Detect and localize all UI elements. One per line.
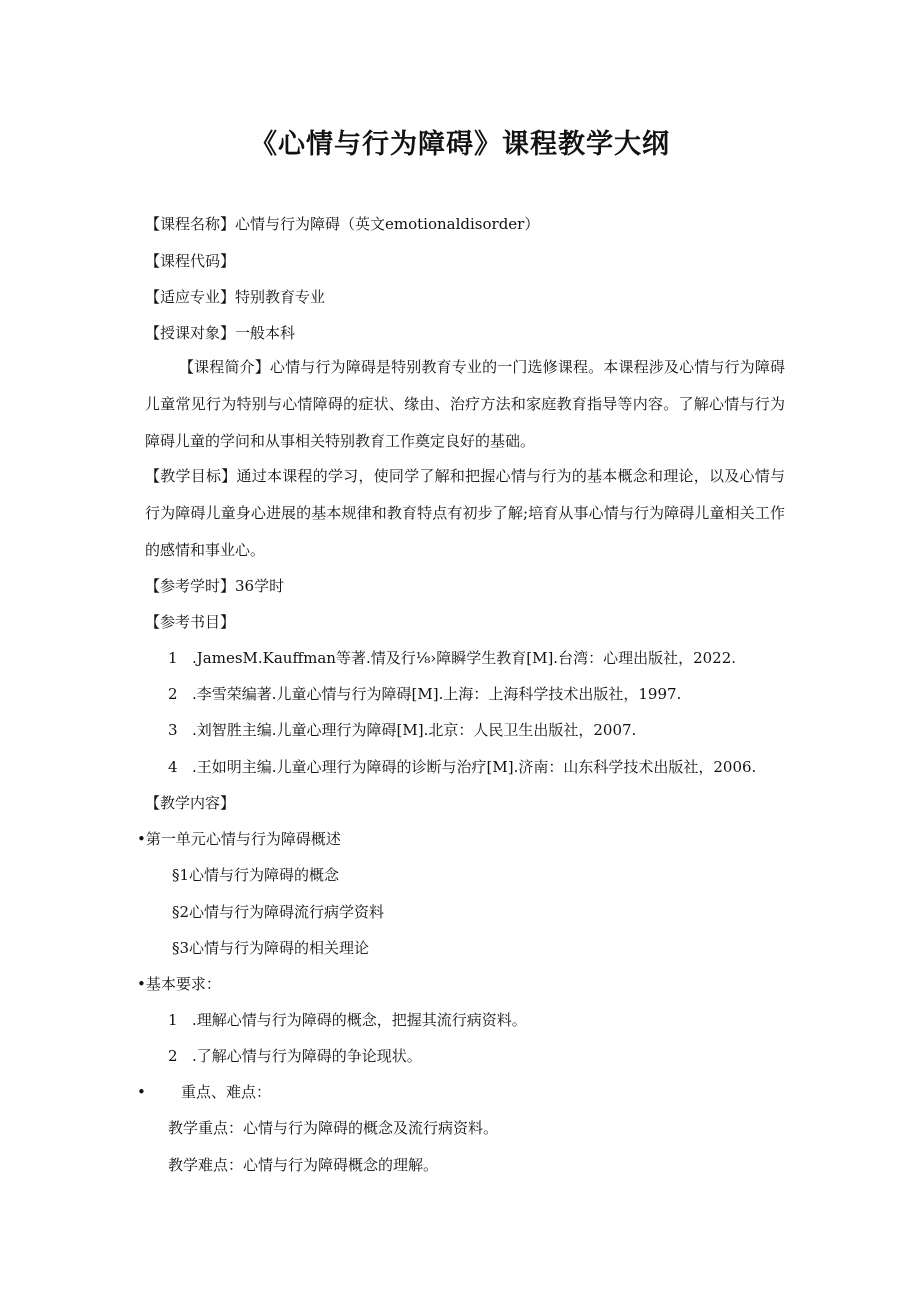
document-title: 《心情与行为障碍》课程教学大纲: [250, 129, 670, 160]
reference-books-heading: 【参考书目】: [145, 613, 236, 631]
list-number: 3: [168, 721, 178, 739]
reference-hours: 【参考学时】36学时: [145, 577, 285, 595]
course-name: 【课程名称】心情与行为障碍（英文emotionaldisorder）: [145, 215, 540, 233]
reference-book-item: [168, 683, 681, 705]
requirements-heading: •基本要求：: [137, 975, 221, 993]
requirement-text: .了解心情与行为障碍的争论现状。: [192, 1047, 422, 1065]
teaching-content-heading: 【教学内容】: [145, 794, 236, 812]
unit-title: •第一单元心情与行为障碍概述: [137, 830, 341, 848]
section-item: §3心情与行为障碍的相关理论: [172, 939, 370, 957]
list-number: 2: [168, 685, 178, 703]
list-number: 2: [168, 1047, 178, 1065]
course-introduction: 【课程简介】心情与行为障碍是特别教育专业的一门选修课程。本课程涉及心情与行为障碍儿童常见行为特别与心情障碍的症状、缘由、治疗方法和家庭教育指导等内容。了解心情与行为障碍儿童的学问和从事相关特别教育工作奠定良好的基础。: [145, 358, 785, 450]
reference-book-item: [168, 647, 736, 669]
section-item: §1心情与行为障碍的概念: [172, 866, 340, 884]
teaching-audience: 【授课对象】一般本科: [145, 324, 296, 342]
book-text: .李雪荣编著.儿童心情与行为障碍[M].上海：上海科学技术出版社，1997.: [192, 685, 682, 703]
key-point: 教学重点：心情与行为障碍的概念及流行病资料。: [168, 1119, 499, 1137]
applicable-major: 【适应专业】特别教育专业: [145, 288, 326, 306]
difficult-point: 教学难点：心情与行为障碍概念的理解。: [168, 1156, 439, 1174]
keypoints-bullet: •: [137, 1083, 146, 1101]
book-text: .王如明主编.儿童心理行为障碍的诊断与治疗[M].济南：山东科学技术出版社，2006.: [192, 758, 757, 776]
book-text: .JamesM.Kauffman等著.情及行⅛›障瞬学生教育[M].台湾：心理出版社，2022.: [192, 649, 737, 667]
keypoints-heading: 重点、难点：: [181, 1083, 272, 1101]
section-item: §2心情与行为障碍流行病学资料: [172, 903, 385, 921]
teaching-goals: 【教学目标】通过本课程的学习，使同学了解和把握心情与行为的基本概念和理论，以及心情与行为障碍儿童身心进展的基本规律和教育特点有初步了解;培育从事心情与行为障碍儿童相关工作的感情和事业心。: [145, 467, 785, 559]
list-number: 1: [168, 649, 178, 667]
book-text: .刘智胜主编.儿童心理行为障碍[M].北京：人民卫生出版社，2007.: [192, 721, 637, 739]
requirement-item: [168, 1009, 527, 1031]
reference-book-item: [168, 719, 636, 741]
list-number: 4: [168, 758, 178, 776]
requirement-text: .理解心情与行为障碍的概念，把握其流行病资料。: [192, 1011, 527, 1029]
reference-book-item: [168, 756, 756, 778]
requirement-item: [168, 1045, 422, 1067]
list-number: 1: [168, 1011, 178, 1029]
course-code: 【课程代码】: [145, 252, 236, 270]
